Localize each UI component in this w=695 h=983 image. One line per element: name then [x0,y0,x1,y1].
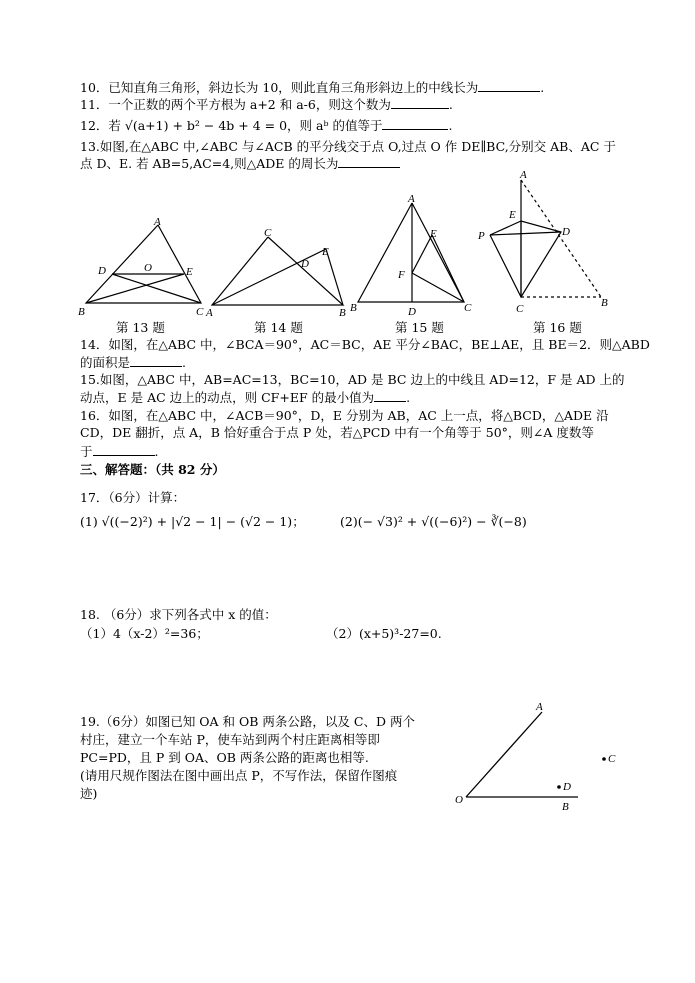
question-19-line2: 村庄，建立一个车站 P，使车站到两个村庄距离相等即 [80,732,380,747]
label-A: A [408,193,415,205]
caption-13: 第 13 题 [116,320,165,335]
section-heading: 三、解答题：（共 82 分） [80,462,225,477]
question-18-part2: （2）(x+5)³-27=0. [326,626,442,641]
label-B: B [339,307,346,319]
answer-blank [93,443,155,456]
label-E: E [509,209,516,221]
label-D: D [562,226,570,238]
label-A: A [536,701,543,713]
label-D: D [408,306,416,318]
question-18-part1: （1）4（x-2）²=36； [80,626,209,641]
label-C: C [464,302,472,314]
answer-blank [382,117,448,130]
label-O: O [144,262,152,274]
label-B: B [350,302,357,314]
question-15-line1: 15.如图，△ABC 中，AB=AC=13，BC=10，AD 是 BC 边上的中线且 AD=12，F 是 AD 上的 [80,372,625,387]
label-B: B [601,297,608,309]
question-19-line5: 迹) [80,786,98,801]
question-14-line1: 14．如图，在△ABC 中，∠BCA＝90°，AC＝BC，AE 平分∠BAC，BE⊥AE，且 BE＝2．则△ABD [80,337,650,352]
question-17-part1: (1) √((−2)²) + |√2 − 1| − (√2 − 1)； [80,514,305,529]
figure-13 [76,213,216,323]
question-17-part2: (2)(− √3)² + √((−6)²) − ∛(−8) [340,514,527,529]
caption-16: 第 16 题 [533,320,582,335]
point-C [602,757,606,761]
answer-blank [338,155,400,168]
label-D: D [563,781,571,793]
label-A: A [206,307,213,319]
question-19-line4: (请用尺规作图法在图中画出点 P，不写作法，保留作图痕 [80,768,398,783]
question-19-line1: 19.（6分）如图已知 OA 和 OB 两条公路，以及 C、D 两个 [80,714,415,729]
label-O: O [455,794,463,806]
label-C: C [264,227,272,239]
answer-blank [130,354,182,367]
answer-blank [391,96,449,109]
question-12: 12．若 √(a+1) + b² − 4b + 4 = 0，则 aᵇ 的值等于 . [80,118,453,133]
point-D [557,785,561,789]
question-15-line2: 动点，E 是 AC 边上的动点，则 CF+EF 的最小值为 . [80,390,411,405]
label-E: E [186,266,193,278]
figure-16 [476,169,616,315]
label-D: D [98,265,106,277]
question-19-line3: PC=PD，且 P 到 OA、OB 两条公路的距离也相等. [80,750,369,765]
label-B: B [78,306,85,318]
question-11: 11．一个正数的两个平方根为 a+2 和 a-6，则这个数为 . [80,97,453,112]
question-13-line1: 13.如图,在△ABC 中,∠ABC 与∠ACB 的平分线交于点 O,过点 O 作 DE∥BC,分别交 AB、AC 于 [80,139,616,154]
question-10: 10．已知直角三角形，斜边长为 10，则此直角三角形斜边上的中线长为 . [80,80,545,95]
figure-19 [452,700,622,815]
label-A: A [154,216,161,228]
figure-14 [206,225,356,325]
label-E: E [430,228,437,240]
label-F: F [398,269,405,281]
label-E: E [322,246,329,258]
question-16-line1: 16．如图，在△ABC 中，∠ACB＝90°，D，E 分别为 AB，AC 上一点，将△BCD，△ADE 沿 [80,408,609,423]
label-B: B [562,801,569,813]
question-16-line2: CD，DE 翻折，点 A，B 恰好重合于点 P 处，若△PCD 中有一个角等于 50°，则∠A 度数等 [80,425,594,440]
caption-15: 第 15 题 [395,320,444,335]
label-C: C [608,753,616,765]
caption-14: 第 14 题 [254,320,303,335]
answer-blank [374,389,406,402]
label-C: C [196,306,204,318]
answer-blank [478,79,540,92]
label-A: A [520,169,527,181]
question-14-line2: 的面积是 . [80,355,186,370]
figure-15 [346,195,476,320]
label-C: C [516,303,524,315]
question-17-title: 17．（6分）计算： [80,490,186,505]
question-18-title: 18. （6分）求下列各式中 x 的值： [80,607,277,622]
question-13-line2: 点 D、E. 若 AB=5,AC=4,则△ADE 的周长为 [80,155,400,172]
label-P: P [478,230,485,242]
label-D: D [301,258,309,270]
question-16-line3: 于 . [80,444,159,459]
